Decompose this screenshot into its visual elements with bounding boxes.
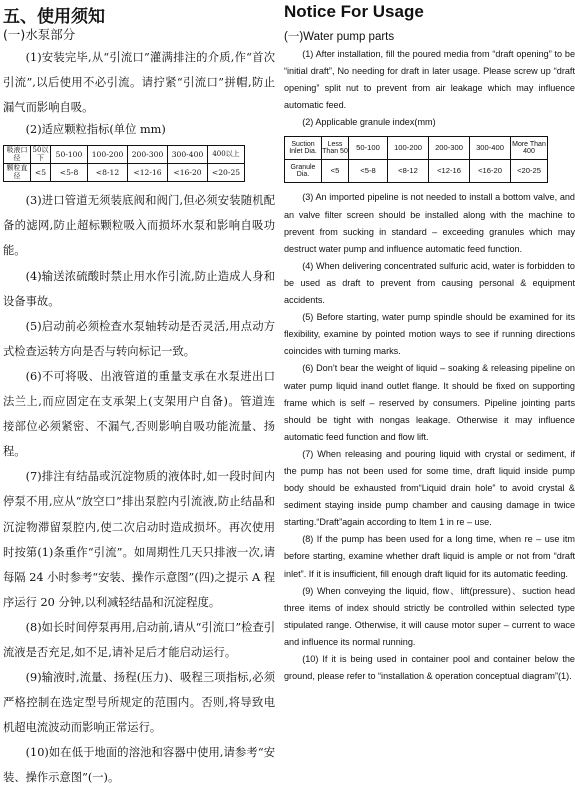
table-cell: 200-300: [128, 146, 168, 164]
chinese-paragraph-2: (2)适应颗粒指标(单位 mm): [25, 123, 166, 137]
table-cell: <5-8: [51, 164, 88, 182]
chinese-section-heading: (一)水泵部分: [3, 27, 76, 42]
english-paragraph-8: (8) If the pump has been used for a long time, when re – use itm before starting, examine whether draft liquid is ample or not from “draft inlet”. If it is insufficient, fill enough draft liquid for its automatic feeding.: [284, 534, 575, 579]
table-row-label: Suction Inlet Dia.: [285, 137, 322, 160]
chinese-paragraph-8: (8)如长时间停泵再用,启动前,请从“引流口”检查引流液是否充足,如不足,请补足后才能启动运行。: [3, 620, 275, 659]
chinese-paragraph-5: (5)启动前必须检查水泵轴转动是否灵活,用点动方式检查运转方向是否与转向标记一致。: [3, 319, 275, 358]
chinese-paragraph-7: (7)排注有结晶或沉淀物质的液体时,如一段时间内停泵不用,应从“放空口”排出泵腔内引流液,防止结晶和沉淀物滞留泵腔内,使二次启动时造成损坏。再次使用时按第(1)条重作“引流”。如周期性几天只排液一次,请每隔 24 小时参考“安装、操作示意图”(四)之提示 A 程序运行 20 分钟,以利减轻结晶和沉淀程度。: [3, 470, 275, 609]
chinese-paragraph-9: (9)输液时,流量、扬程(压力)、吸程三项指标,必须严格控制在选定型号所规定的范围内。否则,将导致电机超电流波动而影响正常运行。: [3, 671, 275, 735]
table-cell: More Than 400: [511, 137, 548, 160]
english-paragraph-4: (4) When delivering concentrated sulfuric acid, water is forbidden to be used as draft to prevent from causing personal & equipment accidents.: [284, 260, 575, 306]
table-cell: 300-400: [168, 146, 208, 164]
table-cell: 100-200: [388, 137, 429, 160]
table-row: [285, 160, 548, 183]
chinese-paragraph-4: (4)输送浓硫酸时禁止用水作引流,防止造成人身和设备事故。: [3, 269, 275, 308]
table-cell: <5-8: [349, 160, 388, 183]
english-paragraph-7: (7) When releasing and pouring liquid with crystal or sediment, if the pump has not been used for some time, draft liquid inside pump body should be exhausted from“Liquid drain hole” to avoid crystal & sediment staying inside pump chamber and causing damage in twice starting.“Draft”again according to Item 1 in re – use.: [284, 448, 575, 528]
chinese-column: [3, 0, 275, 791]
table-cell: <16-20: [470, 160, 511, 183]
chinese-paragraph-10: (10)如在低于地面的溶池和容器中使用,请参考“安装、操作示意图”(一)。: [3, 746, 275, 785]
table-cell: <8-12: [88, 164, 128, 182]
table-cell: 100-200: [88, 146, 128, 164]
table-cell: 200-300: [429, 137, 470, 160]
table-cell: <20-25: [511, 160, 548, 183]
english-paragraph-1: (1) After installation, fill the poured media from “draft opening” to be “initial draft”, No needing for draft in later usage. Please screw up “draft opening” split nut to prevent from air leakage which may influence automatic feed.: [284, 49, 575, 111]
english-paragraph-10: (10) If it is being used in container pool and container below the ground, please refer to “installation & operation conceptual diagram”(1).: [284, 654, 575, 682]
table-cell: <12-16: [128, 164, 168, 182]
table-cell: <8-12: [388, 160, 429, 183]
table-cell: <16-20: [168, 164, 208, 182]
chinese-title: 五、使用须知: [3, 7, 105, 27]
table-row-label: 吸液口径: [4, 146, 31, 164]
table-row: [4, 146, 245, 164]
table-row: [4, 164, 245, 182]
table-cell: 50-100: [349, 137, 388, 160]
table-cell: <12-16: [429, 160, 470, 183]
english-title: Notice For Usage: [284, 2, 424, 21]
table-cell: 50-100: [51, 146, 88, 164]
table-row-label: Granule Dia.: [285, 160, 322, 183]
english-paragraph-9: (9) When conveying the liquid, flow、lift(pressure)、suction head three items of index should strictly be controlled within selected type stipulated range. Otherwise, it will cause motor super – current to wace and influence its normal running.: [284, 585, 575, 647]
table-cell: 300-400: [470, 137, 511, 160]
english-paragraph-5: (5) Before starting, water pump spindle should be examined for its flexibility, examine by pointed motion ways to see if running directions coincides with turning marks.: [284, 312, 575, 357]
chinese-paragraph-1: (1)安装完毕,从“引流口”灌满排注的介质,作“首次引流”,以后使用不必引流。请拧紧“引流口”拼帽,防止漏气而影响自吸。: [3, 51, 275, 115]
english-column: [284, 0, 575, 685]
table-cell: <5: [31, 164, 51, 182]
table-cell: <20-25: [208, 164, 245, 182]
english-paragraph-6: (6) Don’t bear the weight of liquid – soaking & releasing pipeline on water pump liquid inand outlet flange. It should be fixed on supporting frame which is self – reserved by consumers. Pipeline jointing parts should be tight with nongas leakage. Otherwise it may influence automatic feed function and flow lift.: [284, 363, 575, 442]
chinese-granule-table: [3, 145, 245, 182]
table-cell: <5: [322, 160, 349, 183]
table-row: [285, 137, 548, 160]
chinese-paragraph-3: (3)进口管道无须装底阀和阀门,但必须安装随机配备的滤网,防止超标颗粒吸入而损坏水泵和影响自吸功能。: [3, 194, 275, 258]
table-row-label: 颗粒直径: [4, 164, 31, 182]
english-paragraph-2: (2) Applicable granule index(mm): [302, 117, 436, 128]
table-cell: 400以上: [208, 146, 245, 164]
english-granule-table: [284, 136, 548, 183]
english-paragraph-3: (3) An imported pipeline is not needed to install a bottom valve, and an valve filter screen should be installed along with the machine to prevent from sucking in standard – exceeding granules which may destruct water pump and influence automatic feed function.: [284, 192, 575, 254]
table-cell: 50以下: [31, 146, 51, 164]
table-cell: Less Than 50: [322, 137, 349, 160]
chinese-paragraph-6: (6)不可将吸、出液管道的重量支承在水泵进出口法兰上,而应固定在支承架上(支架用户自备)。管道连接部位必须紧密、不漏气,否则影响自吸功能流量、扬程。: [3, 369, 275, 459]
english-section-heading: (一)Water pump parts: [284, 31, 395, 43]
